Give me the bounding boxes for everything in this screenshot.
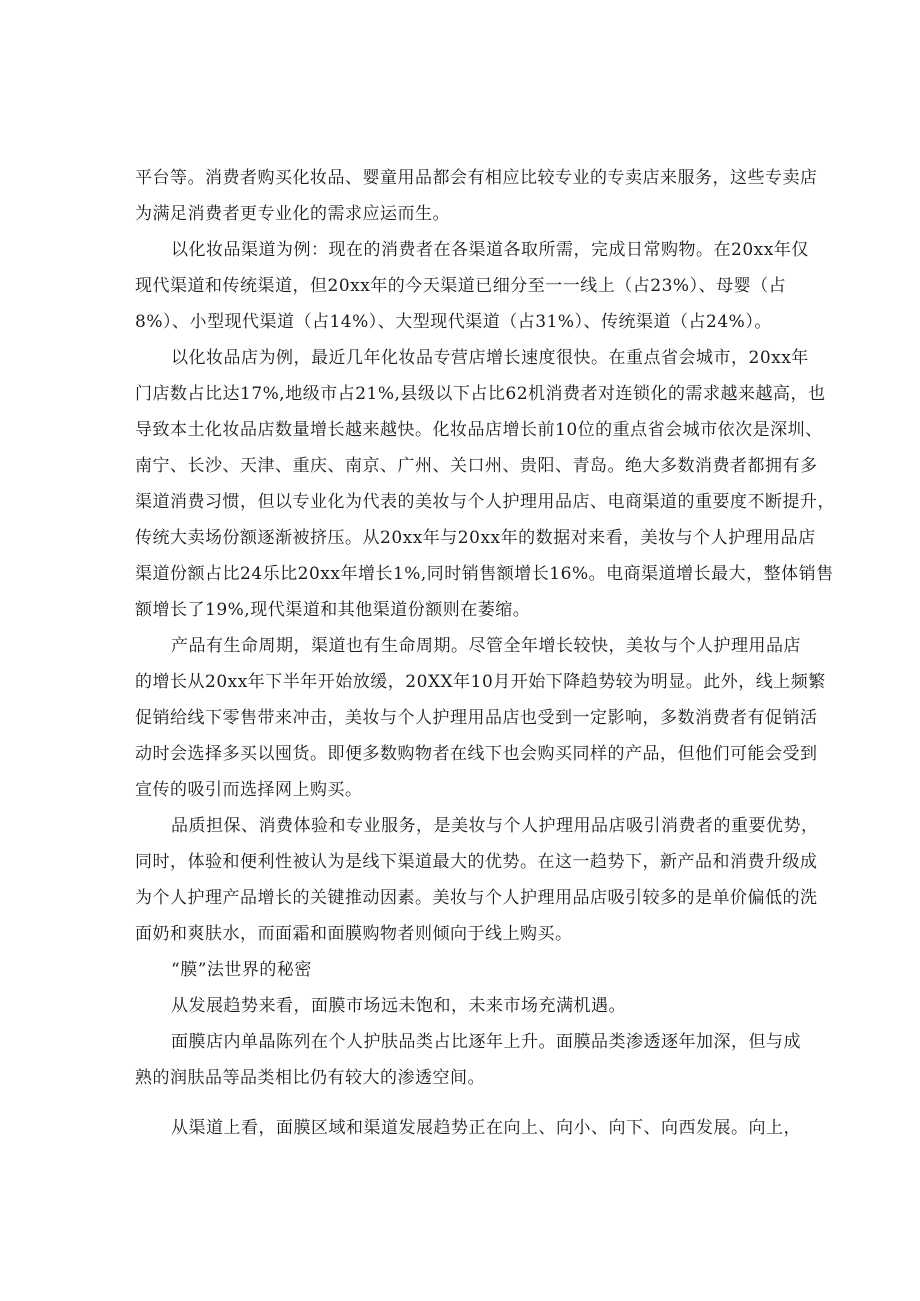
text-line: 从渠道上看，面膜区域和渠道发展趋势正在向上、向小、向下、向西发展。向上， [171, 1118, 801, 1138]
text-line: 以化妆品店为例，最近几年化妆品专营店增长速度很快。在重点省会城市，20xx年 [171, 348, 809, 368]
paragraph-gap [135, 1102, 795, 1116]
text-line: 渠道份额占比24乐比20xx年增长1%,同时销售额增长16%。电商渠道增长最大，整体销售 [135, 564, 834, 584]
text-line: 额增长了19%,现代渠道和其他渠道份额则在萎缩。 [135, 600, 531, 620]
paragraph [135, 1030, 801, 1102]
text-line: 动时会选择多买以囤货。即便多数购物者在线下也会购买同样的产品，但他们可能会受到 [135, 744, 818, 764]
document-body [135, 166, 835, 1152]
text-line: 平台等。消费者购买化妆品、婴童用品都会有相应比较专业的专卖店来服务，这些专卖店 [135, 168, 818, 188]
text-line: 产品有生命周期，渠道也有生命周期。尽管全年增长较快，美妆与个人护理用品店 [171, 636, 801, 656]
text-line: 门店数占比达17%,地级市占21%,县级以下占比62机消费者对连锁化的需求越来越高，也 [135, 384, 826, 404]
text-line: 熟的润肤品等品类相比仍有较大的渗透空间。 [135, 1068, 485, 1088]
text-line: 传统大卖场份额逐渐被挤压。从20xx年与20xx年的数据对来看，美妆与个人护理用品店 [135, 528, 816, 548]
text-line: “膜”法世界的秘密 [171, 960, 312, 980]
text-line: 为满足消费者更专业化的需求应运而生。 [135, 204, 450, 224]
text-line: 现代渠道和传统渠道，但20xx年的今天渠道已细分至一一线上（占23%）、母婴（占 [135, 276, 787, 296]
paragraph [135, 814, 819, 958]
text-line: 的增长从20xx年下半年开始放缓，20XX年10月开始下降趋势较为明显。此外，线上频繁 [135, 672, 826, 692]
text-line: 为个人护理产品增长的关键推动因素。美妆与个人护理用品店吸引较多的是单价偏低的洗 [135, 888, 818, 908]
text-line: 南宁、长沙、天津、重庆、南京、广州、关口州、贵阳、青岛。绝大多数消费者都拥有多 [135, 456, 818, 476]
paragraph [135, 346, 835, 634]
paragraph [135, 166, 818, 238]
paragraph [135, 238, 809, 346]
text-line: 导致本土化妆品店数量增长越来越快。化妆品店增长前10位的重点省会城市依次是深圳、 [135, 420, 823, 440]
text-line: 8%）、小型现代渠道（占14%）、大型现代渠道（占31%）、传统渠道（占24%）。 [135, 312, 772, 332]
paragraph [135, 634, 826, 814]
text-line: 从发展趋势来看，面膜市场远未饱和，未来市场充满机遇。 [171, 996, 626, 1016]
paragraph [135, 1116, 801, 1152]
text-line: 渠道消费习惯，但以专业化为代表的美妆与个人护理用品店、电商渠道的重要度不断提升， [135, 492, 835, 512]
text-line: 品质担保、消费体验和专业服务，是美妆与个人护理用品店吸引消费者的重要优势， [171, 816, 819, 836]
text-line: 促销给线下零售带来冲击，美妆与个人护理用品店也受到一定影响，多数消费者有促销活 [135, 708, 818, 728]
text-line: 面奶和爽肤水，而面霜和面膜购物者则倾向于线上购买。 [135, 924, 573, 944]
text-line: 宣传的吸引而选择网上购买。 [135, 780, 363, 800]
paragraph [135, 994, 795, 1030]
text-line: 以化妆品渠道为例：现在的消费者在各渠道各取所需，完成日常购物。在20xx年仅 [171, 240, 809, 260]
text-line: 面膜店内单晶陈列在个人护肤品类占比逐年上升。面膜品类渗透逐年加深，但与成 [171, 1032, 801, 1052]
section-heading [135, 958, 795, 994]
text-line: 同时，体验和便利性被认为是线下渠道最大的优势。在这一趋势下，新产品和消费升级成 [135, 852, 818, 872]
